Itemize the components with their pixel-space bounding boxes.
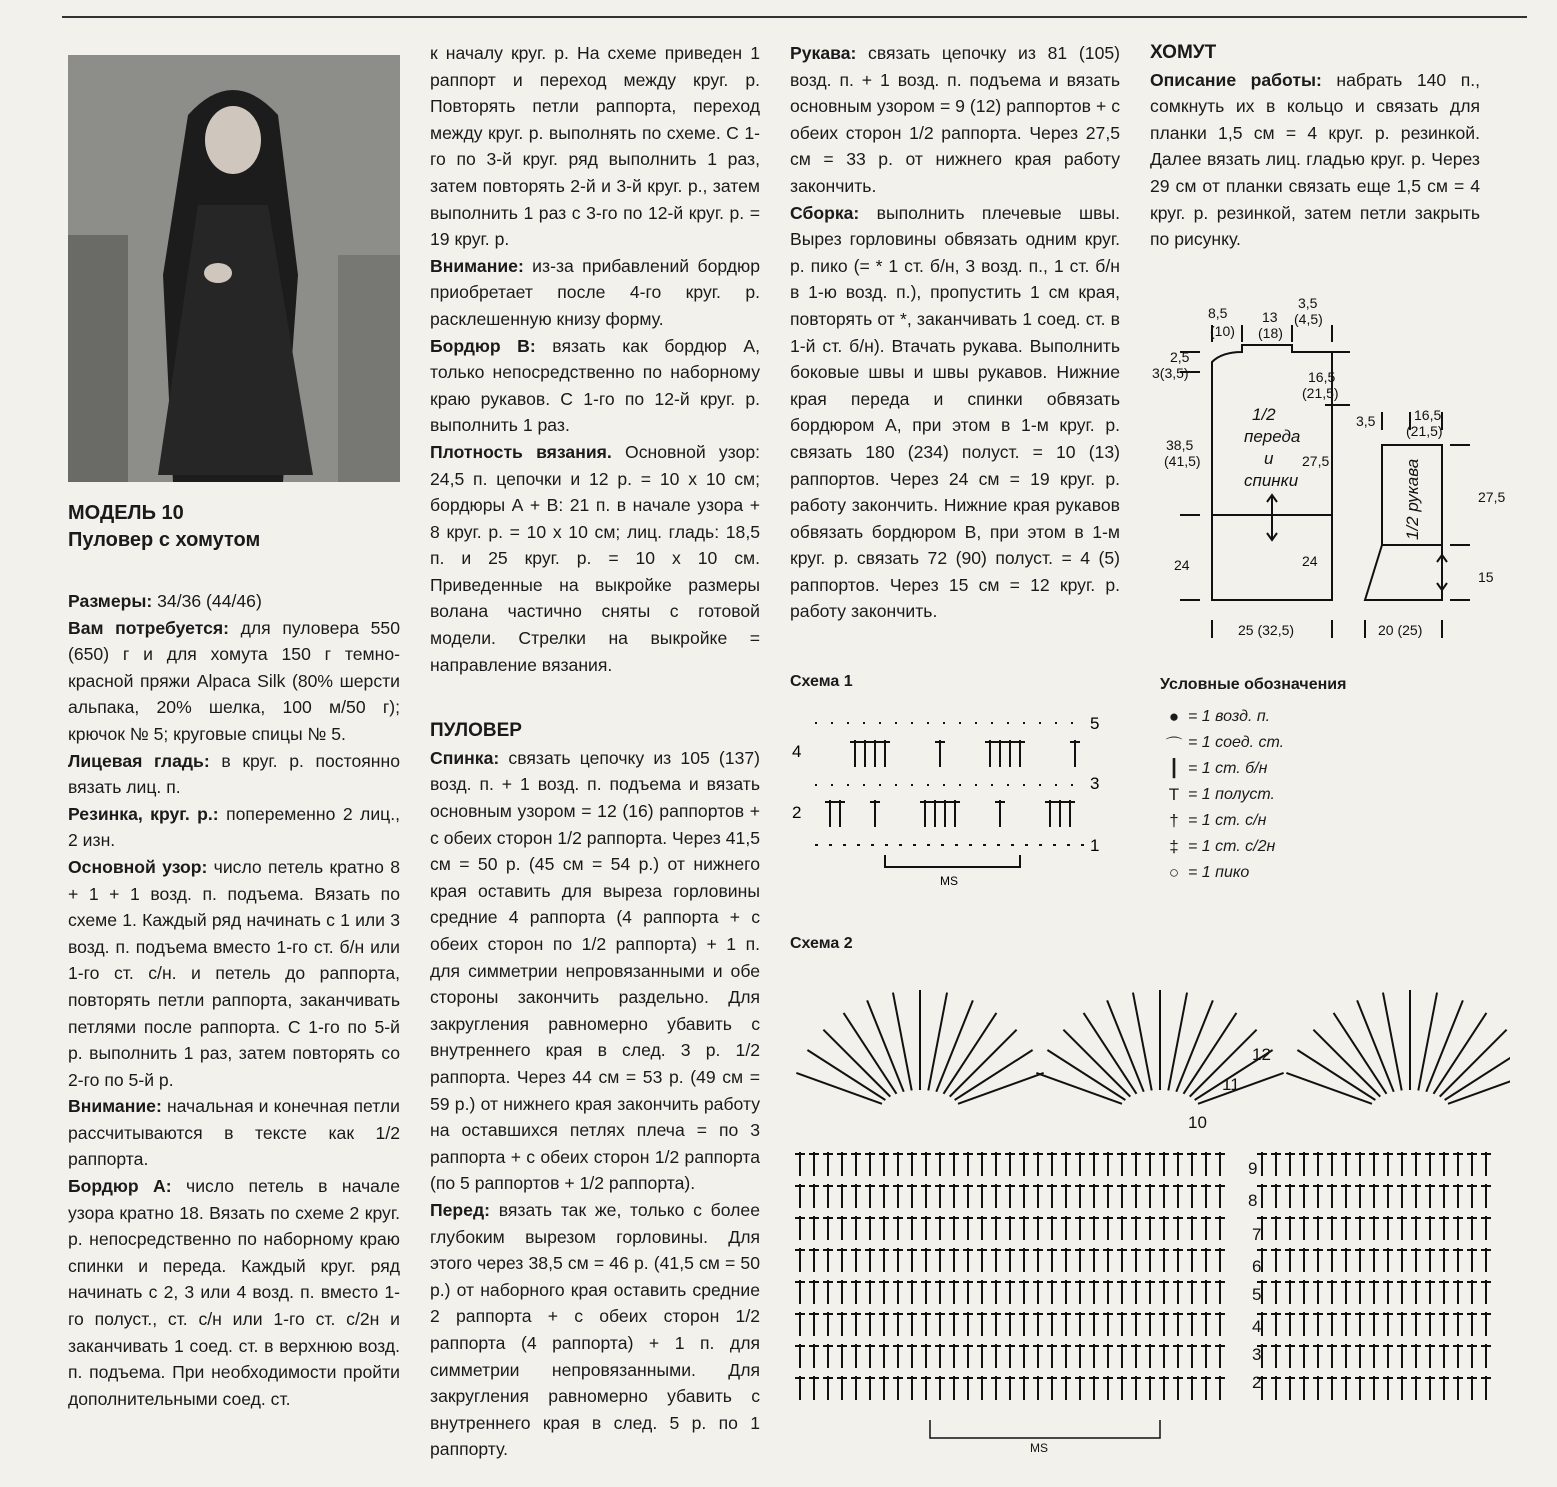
col1-label: Вам потребуется: (68, 617, 230, 638)
schema-2-row-10: 10 (1188, 1113, 1207, 1132)
col2-label: Бордюр В: (430, 335, 536, 356)
schema-1-row-3: 3 (1090, 774, 1100, 793)
fan-stitch (1198, 1073, 1284, 1104)
half-double-icon: T (1168, 785, 1180, 804)
col2-paragraph (430, 439, 760, 678)
legend-item (1160, 860, 1346, 886)
fan-stitch (893, 993, 912, 1091)
pullover-label: Спинка: (430, 747, 500, 768)
piece-label-2: переда (1244, 427, 1301, 446)
dim-shoulder-alt: (10) (1210, 323, 1235, 339)
schema-1-row-5: 5 (1090, 714, 1100, 733)
legend-item (1160, 782, 1346, 808)
legend-item (1160, 834, 1346, 860)
legend-item (1160, 808, 1346, 834)
column-1 (68, 500, 400, 1412)
col3-text: связать цепочку из 81 (105) возд. п. + 1 возд. п. подъема и вязать основным узором = 9 (12) раппортов + с обеих сторон 1/2 раппорта. Через 27,5 см = 33 р. от нижнего края работу закончить. (790, 43, 1120, 196)
model-name: Пуловер с хомутом (68, 529, 261, 551)
col1-label: Лицевая гладь: (68, 750, 210, 771)
cowl-paragraph (1150, 67, 1480, 253)
col1-text: 34/36 (44/46) (152, 591, 262, 611)
piece-label-1: 1/2 (1252, 405, 1276, 424)
column-2 (430, 40, 760, 1463)
model-photo (68, 55, 400, 482)
pullover-paragraph (430, 745, 760, 1197)
schema-2-row-5: 5 (1252, 1285, 1262, 1304)
fan-stitch (1418, 993, 1437, 1091)
col1-paragraph (68, 1093, 400, 1173)
col3-paragraph (790, 200, 1120, 626)
column-4 (1150, 40, 1480, 253)
pullover-text: вязать так же, только с более глубоким вырезом горловины. Для этого через 38,5 см = 46 р. (41,5 см = 50 р.) от наборного края оставить средние 2 раппорта + с обеих сторон 1/2 раппорта (4 раппорта) + 1 п. для симметрии непровязанными. Для закругления равномерно убавить с внутреннего края в след. 5 р. по 1 раппорту. (430, 1199, 760, 1460)
schema-1-diagram (785, 705, 1115, 895)
schema-2-row-4: 4 (1252, 1317, 1262, 1336)
section-title-pullover: ПУЛОВЕР (430, 720, 522, 742)
schema-2-ms: MS (1030, 1441, 1048, 1455)
dim-armhole: 16,5 (1308, 369, 1336, 385)
schema-1-row-2: 2 (792, 803, 802, 822)
dim-sleeve-border: 15 (1478, 569, 1494, 585)
col2-paragraph (430, 253, 760, 333)
legend-text: = 1 пико (1188, 864, 1250, 881)
schema-2-row-12: 12 (1252, 1045, 1271, 1064)
legend-text: = 1 соед. ст. (1188, 734, 1285, 751)
schema-2-row-11: 11 (1222, 1075, 1240, 1094)
legend-text: = 1 полуст. (1188, 786, 1275, 803)
sleeve-label: 1/2 рукава (1403, 458, 1422, 540)
chain-dot-icon: ● (1168, 707, 1180, 726)
col1-text: число петель кратно 8 + 1 + 1 возд. п. подъема. Вязать по схеме 1. Каждый ряд начинать с 1 или 3 возд. п. подъема вместо 1-го ст. б/н или 1-го ст. с/н. и петель до раппорта, повторять петли раппорта, заканчивать петлями после раппорта. С 1-го по 5-й р. выполнить 1 раз, затем повторять со 2-го по 5-й р. (68, 856, 400, 1090)
dim-sleeve-width: 20 (25) (1378, 622, 1423, 638)
treble-crochet-icon: ‡ (1169, 837, 1179, 856)
picot-icon: ○ (1168, 863, 1180, 882)
legend-text: = 1 ст. с/н (1188, 812, 1267, 829)
dim-neck-depth: 2,5 (1170, 349, 1190, 365)
col2-text: Основной узор: 24,5 п. цепочки и 12 р. = 10 х 10 см; бордюры А + В: 21 п. в начале узора + 8 круг. р. = 10 х 10 см; лиц. гладь: 18,5 п. и 25 круг. р. = 10 х 10 см. Приведенные на выкройке размеры волана частично сняты с готовой модели. Стрелки на выкройке = направление вязания. (430, 441, 761, 675)
schema-1-row-4: 4 (792, 742, 802, 761)
slip-stitch-icon: ⌒ (1165, 735, 1183, 755)
section-title-cowl: ХОМУТ (1150, 42, 1217, 63)
legend-title: Условные обозначения (1160, 676, 1347, 693)
fan-stitch (1036, 1073, 1122, 1104)
dim-neck-side-alt: (4,5) (1294, 311, 1323, 327)
fan-stitch (1383, 993, 1402, 1091)
schema-2-row-3: 3 (1252, 1345, 1262, 1364)
dim-sleeve-cap: 3,5 (1356, 413, 1376, 429)
legend-text: = 1 ст. с/2н (1188, 838, 1276, 855)
col1-paragraph (68, 748, 400, 801)
dim-border-height: 24 (1174, 557, 1190, 573)
schema-2-row-8: 8 (1248, 1191, 1258, 1210)
pullover-text: связать цепочку из 105 (137) возд. п. + 1 возд. п. подъема и вязать основным узором = 12 (16) раппортов + с обеих сторон 1/2 раппорта. Через 41,5 см = 50 р. (45 см = 54 р.) от нижнего края оставить для выреза горловины средние 4 раппорта (4 раппорта + с обеих сторон по 1/2 раппорта) + 1 п. для симметрии непровязанными и обе стороны закончить раздельно. Для закругления равномерно убавить с внутреннего края в след. 3 р. 1/2 раппорта. Через 44 см = 53 р. (49 см = 59 р.) от нижнего края закончить работу на оставшихся петлях плеча = по 3 раппорта + с обеих сторон 1/2 раппорта (по 5 раппортов + 1/2 раппорта). (430, 747, 760, 1194)
col1-label: Размеры: (68, 591, 153, 611)
legend-item (1160, 704, 1346, 730)
dim-sleeve-length: 27,5 (1478, 489, 1506, 505)
single-crochet-icon: ┃ (1168, 759, 1180, 778)
col3-label: Сборка: (790, 202, 860, 223)
col1-paragraph (68, 615, 400, 748)
dim-body-height: 38,5 (1166, 437, 1194, 453)
schema-1-label: Схема 1 (790, 673, 853, 690)
fan-stitch (796, 1073, 882, 1104)
col2-paragraph (430, 40, 760, 253)
dim-neck-alt: (18) (1258, 325, 1283, 341)
piece-label-4: спинки (1244, 471, 1299, 490)
schema-2-row-7: 7 (1252, 1225, 1262, 1244)
col3-text: выполнить плечевые швы. Вырез горловины обвязать одним круг. р. пико (= * 1 ст. б/н, 3 возд. п., 1 ст. б/н в 1-ю возд. п.), пропустить 1 см края, повторять от *, заканчивать 1 соед. ст. в 1-й ст. б/н). Втачать рукава. Выполнить боковые швы и швы рукавов. Нижние края переда и спинки обвязать бордюром А, при этом в 1-м круг. р. связать 180 (234) полуст. = 10 (13) раппортов. Через 24 см = 19 круг. р. работу закончить. Нижние края рукавов обвязать бордюром В, при этом в 1-м круг. р. связать 72 (90) полуст. = 4 (5) раппортов. Через 15 см = 12 круг. р. работу закончить. (790, 202, 1120, 622)
col1-label: Бордюр А: (68, 1176, 172, 1197)
model-title (68, 500, 400, 554)
schema-1-ms: MS (940, 874, 958, 888)
schema-2-label: Схема 2 (790, 935, 853, 952)
schema-2-diagram (790, 960, 1510, 1480)
fan-stitch (1286, 1073, 1372, 1104)
col2-text: к началу круг. р. На схеме приведен 1 раппорт и переход между круг. р. Повторять петли раппорта, переход между круг. р. выполнять по схеме. С 1-го по 3-й круг. ряд выполнить 1 раз, затем повторять 2-й и 3-й круг. р., затем выполнить 1 раз с 3-го по 12-й круг. р. = 19 круг. р. (430, 43, 760, 250)
col1-paragraph (68, 801, 400, 854)
schema-2-row-9: 9 (1248, 1159, 1258, 1178)
dim-border-side: 24 (1302, 553, 1318, 569)
cowl-label: Описание работы: (1150, 69, 1322, 90)
col1-paragraph (68, 588, 400, 615)
col2-text: из-за прибавлений бордюр приобретает после 4-го круг. р. расклешенную книзу форму. (430, 255, 760, 329)
dim-neck-depth-alt: 3(3,5) (1152, 365, 1189, 381)
double-crochet-icon: † (1169, 811, 1179, 830)
schema-2-row-6: 6 (1252, 1257, 1262, 1276)
col2-label: Внимание: (430, 255, 524, 276)
schema-2-row-2: 2 (1252, 1373, 1262, 1392)
model-number: МОДЕЛЬ 10 (68, 502, 184, 524)
col2-text: вязать как бордюр А, только непосредственно по наборному краю рукавов. С 1-го по 12-й круг. р. выполнить 1 раз. (430, 335, 760, 436)
fan-stitch (1168, 993, 1187, 1091)
piece-label-3: и (1264, 449, 1274, 468)
top-rule (62, 16, 1527, 18)
fan-stitch (958, 1073, 1044, 1104)
legend-text: = 1 ст. б/н (1188, 760, 1268, 777)
dim-shoulder: 8,5 (1208, 305, 1228, 321)
col1-text: начальная и конечная петли рассчитываются в тексте как 1/2 раппорта. (68, 1096, 400, 1170)
col1-paragraph (68, 1173, 400, 1412)
legend-item (1160, 756, 1346, 782)
col1-label: Резинка, круг. р.: (68, 803, 219, 824)
pullover-paragraph (430, 1197, 760, 1463)
dim-neck: 13 (1262, 309, 1278, 325)
col1-text: для пуловера 550 (650) г и для хомута 150 г темно-красной пряжи Alpaca Silk (80% шерсти альпака, 20% шелка, 100 м/50 г); крючок № 5; круговые спицы № 5. (68, 617, 400, 744)
legend (1160, 676, 1346, 886)
dim-body-width: 25 (32,5) (1238, 622, 1295, 638)
dim-side: 27,5 (1302, 453, 1330, 469)
dim-armhole-alt: (21,5) (1302, 385, 1339, 401)
schema-1-row-1: 1 (1090, 836, 1100, 855)
dim-body-height-alt: (41,5) (1164, 453, 1201, 469)
col1-label: Внимание: (68, 1096, 162, 1117)
col1-text: попеременно 2 лиц., 2 изн. (68, 803, 400, 851)
model-photo-illustration (68, 55, 400, 482)
col1-label: Основной узор: (68, 856, 208, 877)
cowl-text: набрать 140 п., сомкнуть их в кольцо и связать для планки 1,5 см = 4 круг. р. резинкой. Далее вязать лиц. гладью круг. р. Через 29 см от планки связать еще 1,5 см = 4 круг. р. резинкой, затем петли закрыть по рисунку. (1150, 69, 1480, 250)
fan-stitch (928, 993, 947, 1091)
legend-item (1160, 730, 1346, 756)
col1-text: в круг. р. постоянно вязать лиц. п. (68, 750, 400, 798)
col2-paragraph (430, 333, 760, 439)
col2-label: Плотность вязания. (430, 441, 612, 462)
dim-neck-side: 3,5 (1298, 295, 1318, 311)
dim-sleeve-top-alt: (21,5) (1406, 423, 1443, 439)
col1-text: число петель в начале узора кратно 18. Вязать по схеме 2 круг. р. непосредственно по наборному краю спинки и переда. Каждый круг. ряд начинать с 2, 3 или 4 возд. п. вместо 1-го полуст., ст. с/н или 1-го ст. с/2н и заканчивать 1 соед. ст. в верхнюю возд. п. подъема. При необходимости пройти дополнительными соед. ст. (68, 1176, 400, 1409)
col3-paragraph (790, 40, 1120, 200)
col3-label: Рукава: (790, 43, 857, 63)
col1-paragraph (68, 854, 400, 1093)
column-3 (790, 40, 1120, 625)
fan-stitch (1133, 993, 1152, 1091)
legend-text: = 1 возд. п. (1188, 708, 1271, 725)
dim-sleeve-top: 16,5 (1414, 407, 1442, 423)
pattern-schematic (1150, 290, 1535, 660)
pullover-label: Перед: (430, 1199, 490, 1220)
